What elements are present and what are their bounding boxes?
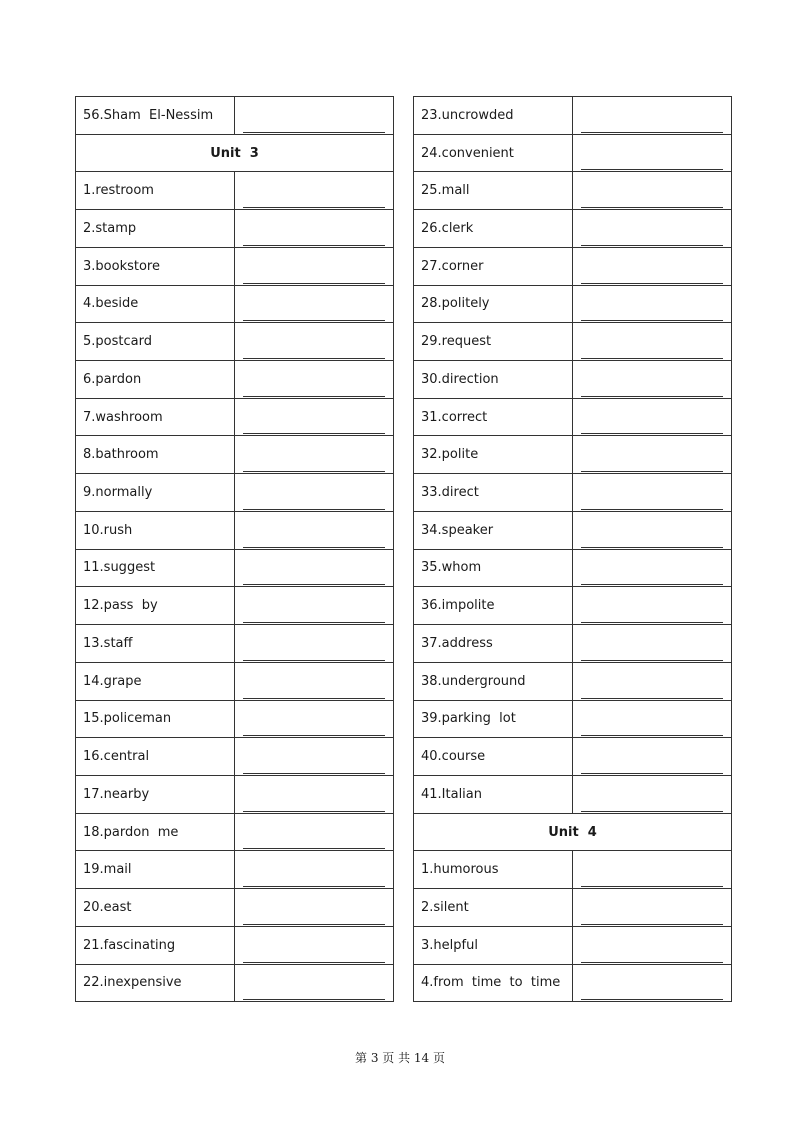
vocab-word: 8.bathroom [76,436,235,474]
vocab-word: 56.Sham El-Nessim [76,97,235,135]
answer-cell[interactable] [573,511,732,549]
answer-cell[interactable] [573,851,732,889]
answer-blank-line [581,962,723,963]
vocab-row [76,436,394,474]
vocab-word: 39.parking lot [414,700,573,738]
vocab-word: 36.impolite [414,587,573,625]
vocab-row [414,474,732,512]
answer-cell[interactable] [573,285,732,323]
vocab-row [76,851,394,889]
vocab-word: 24.convenient [414,134,573,172]
answer-blank-line [581,773,723,774]
answer-blank-line [581,999,723,1000]
vocab-row [76,549,394,587]
answer-blank-line [581,358,723,359]
answer-blank-line [581,433,723,434]
vocab-word: 14.grape [76,662,235,700]
vocab-row [76,361,394,399]
page-footer: 第 3 页 共 14 页 [355,1051,445,1065]
vocab-row [414,964,732,1002]
vocab-row [414,738,732,776]
answer-cell[interactable] [573,210,732,248]
vocab-row [414,323,732,361]
vocab-word: 4.from time to time [414,964,573,1002]
vocab-row [76,926,394,964]
answer-blank-line [243,811,385,812]
vocab-word: 3.helpful [414,926,573,964]
answer-cell[interactable] [573,700,732,738]
answer-cell[interactable] [235,587,394,625]
unit-header-row [76,134,394,172]
vocab-row [414,398,732,436]
answer-cell[interactable] [573,172,732,210]
vocab-row [414,889,732,927]
answer-blank-line [243,698,385,699]
answer-cell[interactable] [235,323,394,361]
answer-blank-line [581,886,723,887]
answer-cell[interactable] [573,889,732,927]
answer-blank-line [581,471,723,472]
vocab-word: 2.stamp [76,210,235,248]
vocab-row [414,549,732,587]
answer-blank-line [243,924,385,925]
vocab-row [414,97,732,135]
answer-cell[interactable] [235,738,394,776]
vocab-word: 16.central [76,738,235,776]
answer-cell[interactable] [573,625,732,663]
answer-cell[interactable] [573,361,732,399]
vocab-row [414,172,732,210]
vocab-row [414,285,732,323]
answer-cell[interactable] [573,436,732,474]
vocab-word: 19.mail [76,851,235,889]
answer-blank-line [581,283,723,284]
vocab-row [76,285,394,323]
answer-cell[interactable] [573,964,732,1002]
answer-cell[interactable] [235,361,394,399]
vocab-word: 37.address [414,625,573,663]
vocab-word: 7.washroom [76,398,235,436]
vocab-row [414,361,732,399]
answer-blank-line [581,245,723,246]
unit-header-row [414,813,732,851]
vocab-word: 32.polite [414,436,573,474]
answer-blank-line [581,698,723,699]
answer-blank-line [243,320,385,321]
answer-cell[interactable] [573,775,732,813]
answer-cell[interactable] [573,134,732,172]
vocab-row [76,662,394,700]
answer-blank-line [243,471,385,472]
answer-cell[interactable] [573,587,732,625]
answer-blank-line [243,660,385,661]
vocab-row [414,134,732,172]
vocab-word: 41.Italian [414,775,573,813]
answer-cell[interactable] [235,172,394,210]
vocab-word: 1.humorous [414,851,573,889]
answer-cell[interactable] [235,398,394,436]
vocab-row [414,625,732,663]
answer-cell[interactable] [235,700,394,738]
answer-cell[interactable] [235,210,394,248]
vocab-row [76,474,394,512]
vocab-row [414,700,732,738]
vocab-row [76,97,394,135]
answer-blank-line [243,735,385,736]
answer-cell[interactable] [235,775,394,813]
vocab-word: 22.inexpensive [76,964,235,1002]
answer-blank-line [243,999,385,1000]
answer-cell[interactable] [235,247,394,285]
vocab-word: 5.postcard [76,323,235,361]
answer-blank-line [243,622,385,623]
vocab-word: 2.silent [414,889,573,927]
answer-cell[interactable] [235,285,394,323]
vocab-row [414,851,732,889]
answer-cell[interactable] [573,474,732,512]
answer-blank-line [243,132,385,133]
vocab-row [76,323,394,361]
vocab-word: 25.mall [414,172,573,210]
vocab-row [76,775,394,813]
vocab-word: 9.normally [76,474,235,512]
vocab-table-right [413,96,732,1002]
vocab-word: 18.pardon me [76,813,235,851]
answer-cell[interactable] [573,738,732,776]
answer-cell[interactable] [235,926,394,964]
answer-cell[interactable] [235,851,394,889]
vocab-word: 30.direction [414,361,573,399]
answer-blank-line [243,207,385,208]
vocab-word: 4.beside [76,285,235,323]
vocab-word: 26.clerk [414,210,573,248]
vocab-row [76,964,394,1002]
vocab-table-left [75,96,394,1002]
answer-cell[interactable] [235,436,394,474]
vocab-word: 6.pardon [76,361,235,399]
vocab-row [414,436,732,474]
unit-header: Unit 3 [76,134,394,172]
answer-cell[interactable] [235,813,394,851]
answer-blank-line [243,848,385,849]
answer-cell[interactable] [235,662,394,700]
vocab-word: 17.nearby [76,775,235,813]
answer-blank-line [581,509,723,510]
answer-blank-line [243,396,385,397]
vocab-row [76,813,394,851]
answer-cell[interactable] [573,323,732,361]
vocab-word: 3.bookstore [76,247,235,285]
answer-blank-line [581,811,723,812]
vocab-word: 27.corner [414,247,573,285]
vocab-row [414,210,732,248]
answer-blank-line [581,735,723,736]
vocab-row [76,738,394,776]
answer-cell[interactable] [235,625,394,663]
vocab-row [76,889,394,927]
vocab-row [76,625,394,663]
vocab-row [76,247,394,285]
vocab-row [414,662,732,700]
vocab-word: 23.uncrowded [414,97,573,135]
answer-cell[interactable] [573,549,732,587]
vocab-row [76,587,394,625]
vocab-word: 15.policeman [76,700,235,738]
answer-cell[interactable] [235,889,394,927]
vocab-row [414,775,732,813]
answer-cell[interactable] [573,926,732,964]
answer-cell[interactable] [573,97,732,135]
vocab-word: 20.east [76,889,235,927]
answer-blank-line [581,132,723,133]
vocab-word: 33.direct [414,474,573,512]
answer-blank-line [243,773,385,774]
vocab-word: 28.politely [414,285,573,323]
vocab-row [76,700,394,738]
vocab-row [414,247,732,285]
vocab-row [414,926,732,964]
answer-cell[interactable] [235,474,394,512]
answer-blank-line [243,584,385,585]
vocab-row [76,398,394,436]
vocab-word: 38.underground [414,662,573,700]
answer-blank-line [243,283,385,284]
unit-header: Unit 4 [414,813,732,851]
answer-blank-line [243,358,385,359]
answer-blank-line [581,547,723,548]
vocab-word: 12.pass by [76,587,235,625]
vocab-word: 1.restroom [76,172,235,210]
vocab-row [76,210,394,248]
answer-cell[interactable] [573,398,732,436]
answer-blank-line [243,509,385,510]
vocab-word: 35.whom [414,549,573,587]
vocab-row [76,172,394,210]
answer-blank-line [581,924,723,925]
answer-cell[interactable] [235,964,394,1002]
answer-blank-line [581,320,723,321]
vocab-row [414,511,732,549]
answer-blank-line [581,584,723,585]
vocab-word: 13.staff [76,625,235,663]
answer-blank-line [581,396,723,397]
vocab-word: 34.speaker [414,511,573,549]
vocab-word: 40.course [414,738,573,776]
vocab-word: 21.fascinating [76,926,235,964]
vocab-row [76,511,394,549]
vocab-word: 11.suggest [76,549,235,587]
vocab-word: 31.correct [414,398,573,436]
vocab-word: 10.rush [76,511,235,549]
vocab-word: 29.request [414,323,573,361]
answer-blank-line [581,207,723,208]
answer-cell[interactable] [235,511,394,549]
answer-cell[interactable] [235,97,394,135]
answer-blank-line [243,245,385,246]
vocab-row [414,587,732,625]
answer-blank-line [581,660,723,661]
answer-cell[interactable] [573,662,732,700]
answer-cell[interactable] [235,549,394,587]
answer-blank-line [243,962,385,963]
answer-blank-line [243,433,385,434]
answer-blank-line [581,622,723,623]
answer-blank-line [581,169,723,170]
answer-cell[interactable] [573,247,732,285]
answer-blank-line [243,886,385,887]
answer-blank-line [243,547,385,548]
